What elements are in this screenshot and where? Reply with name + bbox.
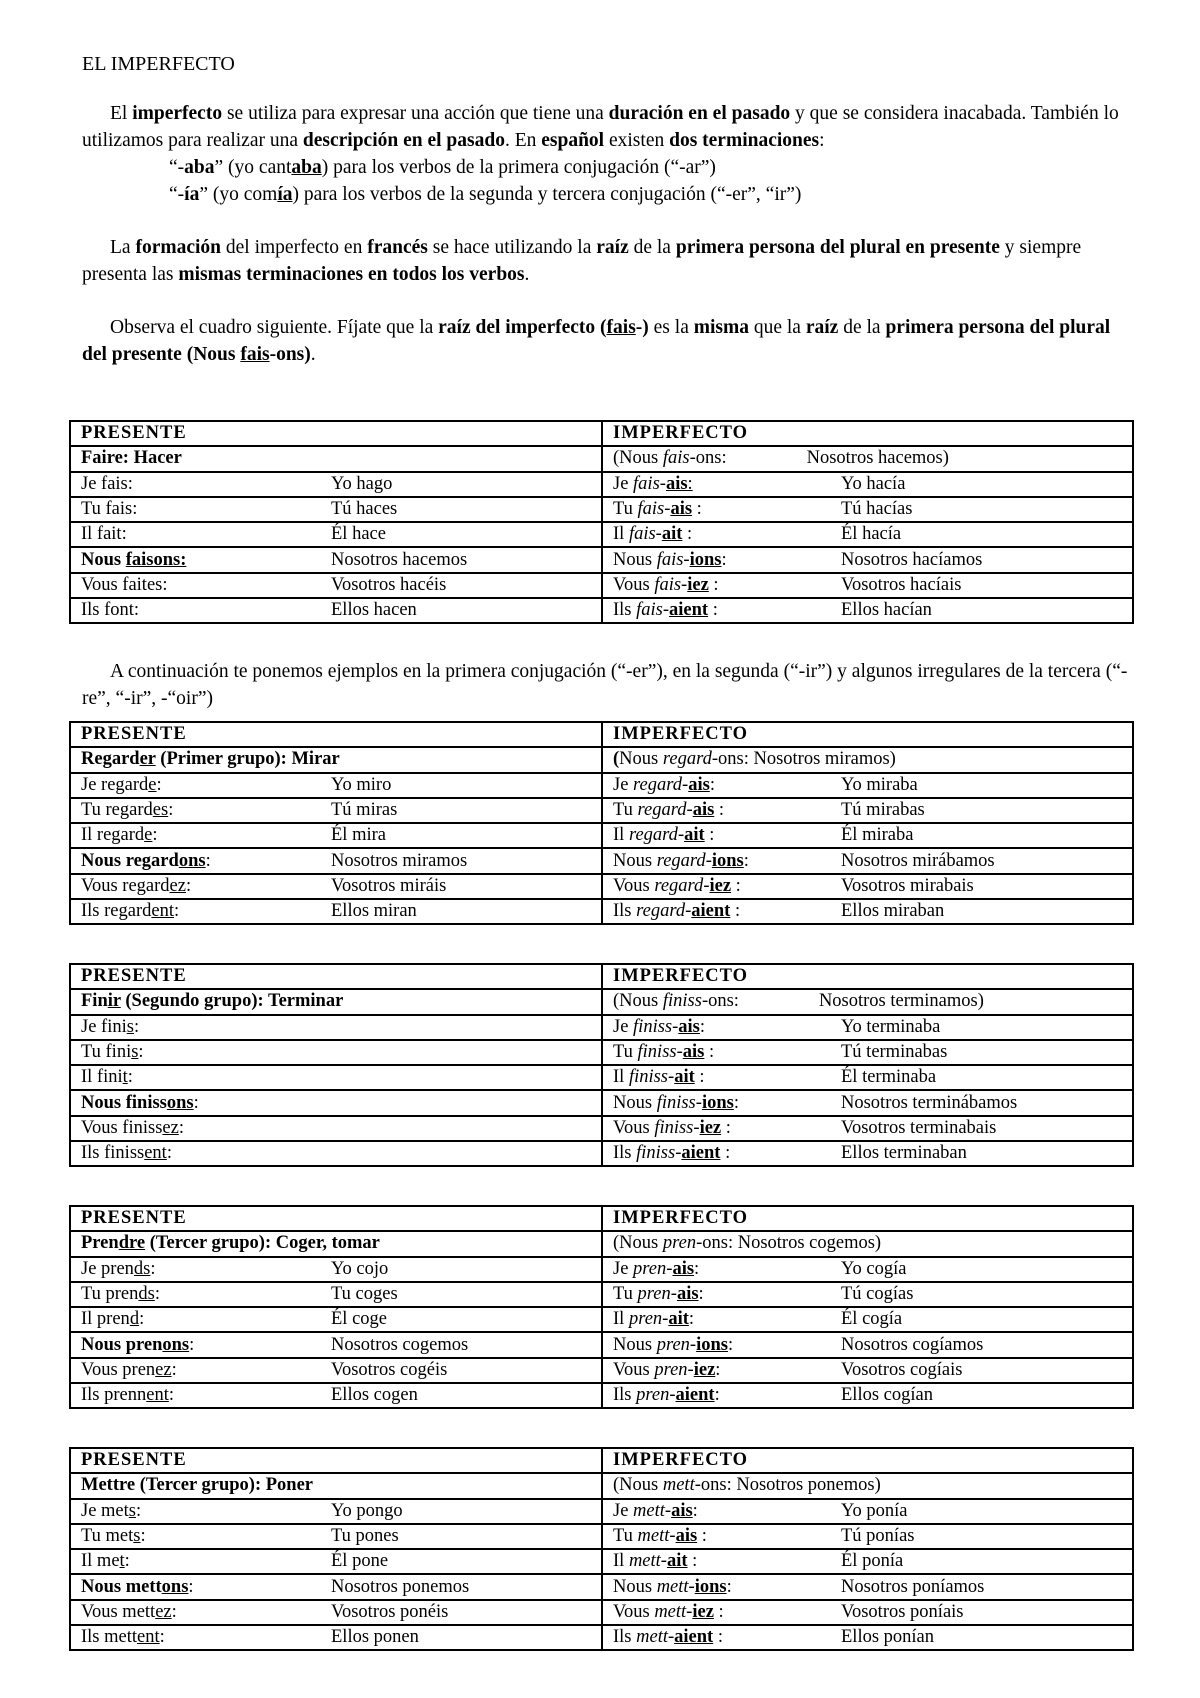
- table-row: [70, 1015, 1133, 1040]
- ending-aba-line: “-aba” (yo cantaba) para los verbos de la primera conjugación (“-ar”): [169, 157, 716, 178]
- present-form: Nous mettons: Nosotros ponemos: [70, 1574, 602, 1599]
- imperfect-stem: (Nous mett-ons: Nosotros ponemos): [602, 1473, 1133, 1498]
- imperfect-form: Je mett-ais: Yo ponía: [602, 1499, 1133, 1524]
- table-row: [70, 547, 1133, 572]
- verb-infinitive: Mettre (Tercer grupo): Poner: [70, 1473, 602, 1498]
- present-form: Je finis:: [70, 1015, 602, 1040]
- present-form: Vous faites: Vosotros hacéis: [70, 573, 602, 598]
- table-row: [70, 1090, 1133, 1115]
- present-form: Tu fais: Tú haces: [70, 497, 602, 522]
- imperfect-form: Ils finiss-aient : Ellos terminaban: [602, 1141, 1133, 1166]
- conjugation-table: [69, 721, 1134, 925]
- imperfecto-header: IMPERFECTO: [602, 722, 1133, 747]
- present-form: Tu prends: Tu coges: [70, 1282, 602, 1307]
- present-form: Ils font: Ellos hacen: [70, 598, 602, 623]
- imperfect-stem: (Nous pren-ons: Nosotros cogemos): [602, 1231, 1133, 1256]
- imperfect-form: Je regard-ais: Yo miraba: [602, 773, 1133, 798]
- formation-paragraph: La formación del imperfecto en francés se hace utilizando la raíz de la primera persona del plural en presente y siempre presenta las mismas terminaciones en todos los verbos.: [82, 237, 1082, 285]
- table-row: [70, 1383, 1133, 1408]
- imperfect-stem: (Nous regard-ons: Nosotros miramos): [602, 747, 1133, 772]
- conjugation-table: [69, 963, 1134, 1167]
- table-row: [70, 1332, 1133, 1357]
- imperfecto-header: IMPERFECTO: [602, 1206, 1133, 1231]
- imperfect-form: Tu finiss-ais : Tú terminabas: [602, 1040, 1133, 1065]
- table-row: [70, 899, 1133, 924]
- imperfect-form: Je fais-ais: Yo hacía: [602, 472, 1133, 497]
- present-form: Ils finissent:: [70, 1141, 602, 1166]
- conjugation-table: [69, 1447, 1134, 1651]
- intro-paragraph: El imperfecto se utiliza para expresar una acción que tiene una duración en el pasado y que se considera inacabada. También lo utilizamos para realizar una descripción en el pasado. En español existen dos terminaciones:: [82, 103, 1119, 151]
- imperfect-form: Vous finiss-iez : Vosotros terminabais: [602, 1116, 1133, 1141]
- verb-infinitive: Faire: Hacer: [70, 446, 602, 471]
- present-form: Je regarde: Yo miro: [70, 773, 602, 798]
- imperfecto-header: IMPERFECTO: [602, 964, 1133, 989]
- imperfect-form: Tu pren-ais: Tú cogías: [602, 1282, 1133, 1307]
- present-form: Nous prenons: Nosotros cogemos: [70, 1332, 602, 1357]
- presente-header: PRESENTE: [70, 722, 602, 747]
- present-form: Il met: Él pone: [70, 1549, 602, 1574]
- present-form: Ils regardent: Ellos miran: [70, 899, 602, 924]
- table-row: [70, 497, 1133, 522]
- table-row: [70, 472, 1133, 497]
- table-row: [70, 1257, 1133, 1282]
- imperfect-form: Il regard-ait : Él miraba: [602, 823, 1133, 848]
- page-title: EL IMPERFECTO: [82, 53, 235, 75]
- imperfecto-header: IMPERFECTO: [602, 1448, 1133, 1473]
- observe-paragraph: Observa el cuadro siguiente. Fíjate que la raíz del imperfecto (fais-) es la misma que la raíz de la primera persona del plural del presente (Nous fais-ons).: [82, 317, 1111, 365]
- present-form: Ils prennent: Ellos cogen: [70, 1383, 602, 1408]
- imperfect-stem: (Nous finiss-ons: Nosotros terminamos): [602, 989, 1133, 1014]
- present-form: Nous finissons:: [70, 1090, 602, 1115]
- table-row: [70, 773, 1133, 798]
- imperfect-form: Ils pren-aient: Ellos cogían: [602, 1383, 1133, 1408]
- table-row: [70, 573, 1133, 598]
- presente-header: PRESENTE: [70, 1448, 602, 1473]
- table-row: [70, 1116, 1133, 1141]
- table-row: [70, 1625, 1133, 1650]
- imperfect-stem: (Nous fais-ons: Nosotros hacemos): [602, 446, 1133, 471]
- present-form: Il prend: Él coge: [70, 1307, 602, 1332]
- present-form: Je mets: Yo pongo: [70, 1499, 602, 1524]
- table-row: [70, 1600, 1133, 1625]
- imperfect-form: Tu mett-ais : Tú ponías: [602, 1524, 1133, 1549]
- present-form: Nous faisons: Nosotros hacemos: [70, 547, 602, 572]
- present-form: Il regarde: Él mira: [70, 823, 602, 848]
- verb-infinitive: Prendre (Tercer grupo): Coger, tomar: [70, 1231, 602, 1256]
- imperfect-form: Vous fais-iez : Vosotros hacíais: [602, 573, 1133, 598]
- table-row: [70, 1549, 1133, 1574]
- imperfect-form: Ils fais-aient : Ellos hacían: [602, 598, 1133, 623]
- present-form: Vous prenez: Vosotros cogéis: [70, 1358, 602, 1383]
- conjugation-table: [69, 1205, 1134, 1409]
- ending-ia-line: “-ía” (yo comía) para los verbos de la segunda y tercera conjugación (“-er”, “ir”): [169, 184, 802, 205]
- imperfect-form: Je pren-ais: Yo cogía: [602, 1257, 1133, 1282]
- table-row: [70, 823, 1133, 848]
- imperfect-form: Il finiss-ait : Él terminaba: [602, 1065, 1133, 1090]
- verb-infinitive: Regarder (Primer grupo): Mirar: [70, 747, 602, 772]
- table-row: [70, 798, 1133, 823]
- imperfect-form: Nous mett-ions: Nosotros poníamos: [602, 1574, 1133, 1599]
- present-form: Tu finis:: [70, 1040, 602, 1065]
- table-row: [70, 1499, 1133, 1524]
- imperfect-form: Vous mett-iez : Vosotros poníais: [602, 1600, 1133, 1625]
- present-form: Je prends: Yo cojo: [70, 1257, 602, 1282]
- present-form: Il fait: Él hace: [70, 522, 602, 547]
- table-row: [70, 874, 1133, 899]
- presente-header: PRESENTE: [70, 421, 602, 446]
- table-row: [70, 522, 1133, 547]
- imperfect-form: Tu regard-ais : Tú mirabas: [602, 798, 1133, 823]
- imperfect-form: Il mett-ait : Él ponía: [602, 1549, 1133, 1574]
- table-row: [70, 1358, 1133, 1383]
- imperfect-form: Il pren-ait: Él cogía: [602, 1307, 1133, 1332]
- present-form: Tu mets: Tu pones: [70, 1524, 602, 1549]
- imperfect-form: Tu fais-ais : Tú hacías: [602, 497, 1133, 522]
- imperfect-form: Nous fais-ions: Nosotros hacíamos: [602, 547, 1133, 572]
- present-form: Vous finissez:: [70, 1116, 602, 1141]
- imperfect-form: Nous regard-ions: Nosotros mirábamos: [602, 848, 1133, 873]
- imperfect-form: Vous pren-iez: Vosotros cogíais: [602, 1358, 1133, 1383]
- conjugation-table: [69, 420, 1134, 624]
- table-row: [70, 1524, 1133, 1549]
- imperfect-form: Je finiss-ais: Yo terminaba: [602, 1015, 1133, 1040]
- examples-paragraph: A continuación te ponemos ejemplos en la primera conjugación (“-er”), en la segunda (“-ir”) y algunos irregulares de la tercera (“-re”, “-ir”, -“oir”): [82, 661, 1128, 709]
- imperfect-form: Vous regard-iez : Vosotros mirabais: [602, 874, 1133, 899]
- examples-paragraph-wrap: [82, 658, 1134, 712]
- table-row: [70, 848, 1133, 873]
- imperfect-form: Ils mett-aient : Ellos ponían: [602, 1625, 1133, 1650]
- table-row: [70, 1141, 1133, 1166]
- imperfect-form: Ils regard-aient : Ellos miraban: [602, 899, 1133, 924]
- imperfect-form: Il fais-ait : Él hacía: [602, 522, 1133, 547]
- table-row: [70, 1307, 1133, 1332]
- table-row: [70, 1040, 1133, 1065]
- verb-infinitive: Finir (Segundo grupo): Terminar: [70, 989, 602, 1014]
- table-row: [70, 598, 1133, 623]
- table-row: [70, 1065, 1133, 1090]
- imperfecto-header: IMPERFECTO: [602, 421, 1133, 446]
- imperfect-form: Nous pren-ions: Nosotros cogíamos: [602, 1332, 1133, 1357]
- present-form: Vous regardez: Vosotros miráis: [70, 874, 602, 899]
- present-form: Vous mettez: Vosotros ponéis: [70, 1600, 602, 1625]
- present-form: Je fais: Yo hago: [70, 472, 602, 497]
- present-form: Ils mettent: Ellos ponen: [70, 1625, 602, 1650]
- table-row: [70, 1282, 1133, 1307]
- document-page: [82, 52, 1134, 368]
- imperfect-form: Nous finiss-ions: Nosotros terminábamos: [602, 1090, 1133, 1115]
- present-form: Nous regardons: Nosotros miramos: [70, 848, 602, 873]
- present-form: Il finit:: [70, 1065, 602, 1090]
- presente-header: PRESENTE: [70, 964, 602, 989]
- present-form: Tu regardes: Tú miras: [70, 798, 602, 823]
- presente-header: PRESENTE: [70, 1206, 602, 1231]
- table-row: [70, 1574, 1133, 1599]
